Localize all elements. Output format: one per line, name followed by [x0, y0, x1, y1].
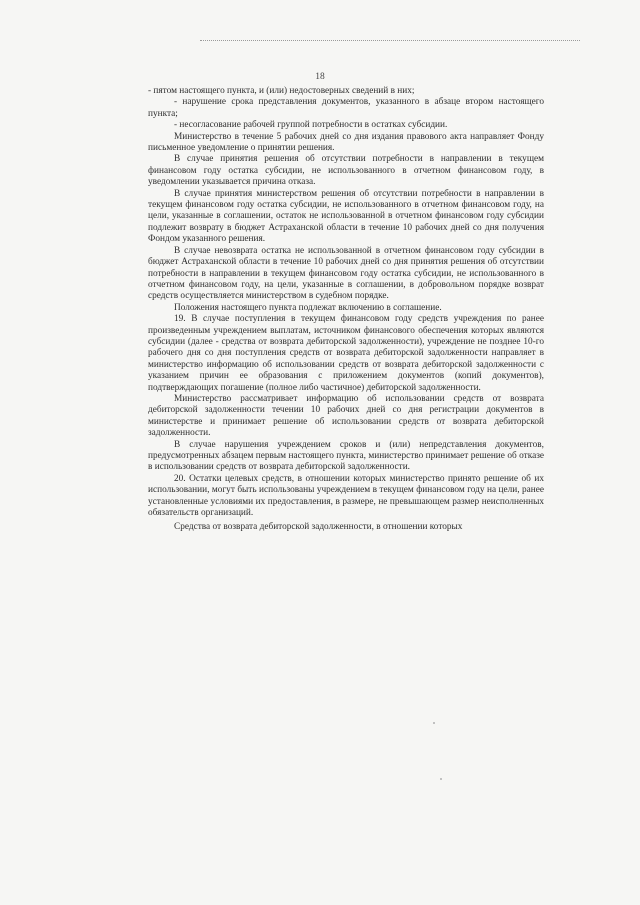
- paragraph-10: Министерство рассматривает информацию об использовании средств от возврата дебиторской задолженности течении 10 рабочих дней со дня регистрации документов в министерстве и принимает решение об использовании средств от возврата дебиторской задолженности.: [148, 393, 544, 439]
- scan-top-rule: [200, 40, 580, 41]
- scan-speck: [433, 722, 435, 724]
- page-number: 18: [315, 72, 325, 82]
- paragraph-12: 20. Остатки целевых средств, в отношении которых министерство принято решение об их использовании, могут быть использованы учреждением в текущем финансовом году на цели, ранее установленные условиями их предоставления, в размере, не превышающем размер неисполненных обязательств организаций.: [148, 473, 544, 519]
- paragraph-9: 19. В случае поступления в текущем финансовом году средств учреждения по ранее произведенным учреждением выплатам, источником финансового обеспечения которых являются субсидии (далее - средства от возврата дебиторской задолженности), учреждение не позднее 10-го рабочего дня со дня поступления средств от возврата дебиторской задолженности направляет в министерство информацию об использовании средств от возврата дебиторской задолженности с указанием причин ее образования с приложением документов (копий документов), подтверждающих погашение (полное либо частичное) дебиторской задолженности.: [148, 314, 544, 393]
- paragraph-2: - нарушение срока представления документов, указанного в абзаце втором настоящего пункта;: [148, 97, 544, 119]
- paragraph-1: - пятом настоящего пункта, и (или) недостоверных сведений в них;: [148, 86, 415, 96]
- paragraph-5: В случае принятия решения об отсутствии потребности в направлении в текущем финансовом году остатка субсидии, не использованного в отчетном финансовом году, в уведомлении указывается причина отказа.: [148, 154, 544, 188]
- paragraph-11: В случае нарушения учреждением сроков и (или) непредставления документов, предусмотренных абзацем первым настоящего пункта, министерство принимает решение об отказе в использовании средств от возврата дебиторской задолженности.: [148, 439, 544, 473]
- paragraph-7: В случае невозврата остатка не использованной в отчетном финансовом году субсидии в бюджет Астраханской области в течение 10 рабочих дней со дня принятия решения об отсутствии потребности в направлении в текущем финансовом году остатка субсидии, не использованного в отчетном финансовом году, на цели, указанные в соглашении, в добровольном порядке возврат средств осуществляется министерством в судебном порядке.: [148, 245, 544, 302]
- scan-speck: [440, 778, 442, 780]
- paragraph-4: Министерство в течение 5 рабочих дней со дня издания правового акта направляет Фонду письменное уведомление о принятии решения.: [148, 131, 544, 154]
- paragraph-8: Положения настоящего пункта подлежат включению в соглашение.: [174, 302, 442, 313]
- paragraph-3: - несогласование рабочей группой потребности в остатках субсидии.: [174, 120, 448, 131]
- paragraph-13: Средства от возврата дебиторской задолженности, в отношении которых: [174, 522, 463, 533]
- paragraph-6: В случае принятия министерством решения об отсутствии потребности в направлении в текущем финансовом году остатка субсидии, не использованного в отчетном финансовом году, на цели, указанные в соглашении, остаток не использованной в отчетном финансовом году субсидии подлежит возврату в бюджет Астраханской области в течение 10 рабочих дней со дня получения Фондом указанного решения.: [148, 188, 544, 245]
- document-body: [148, 86, 544, 534]
